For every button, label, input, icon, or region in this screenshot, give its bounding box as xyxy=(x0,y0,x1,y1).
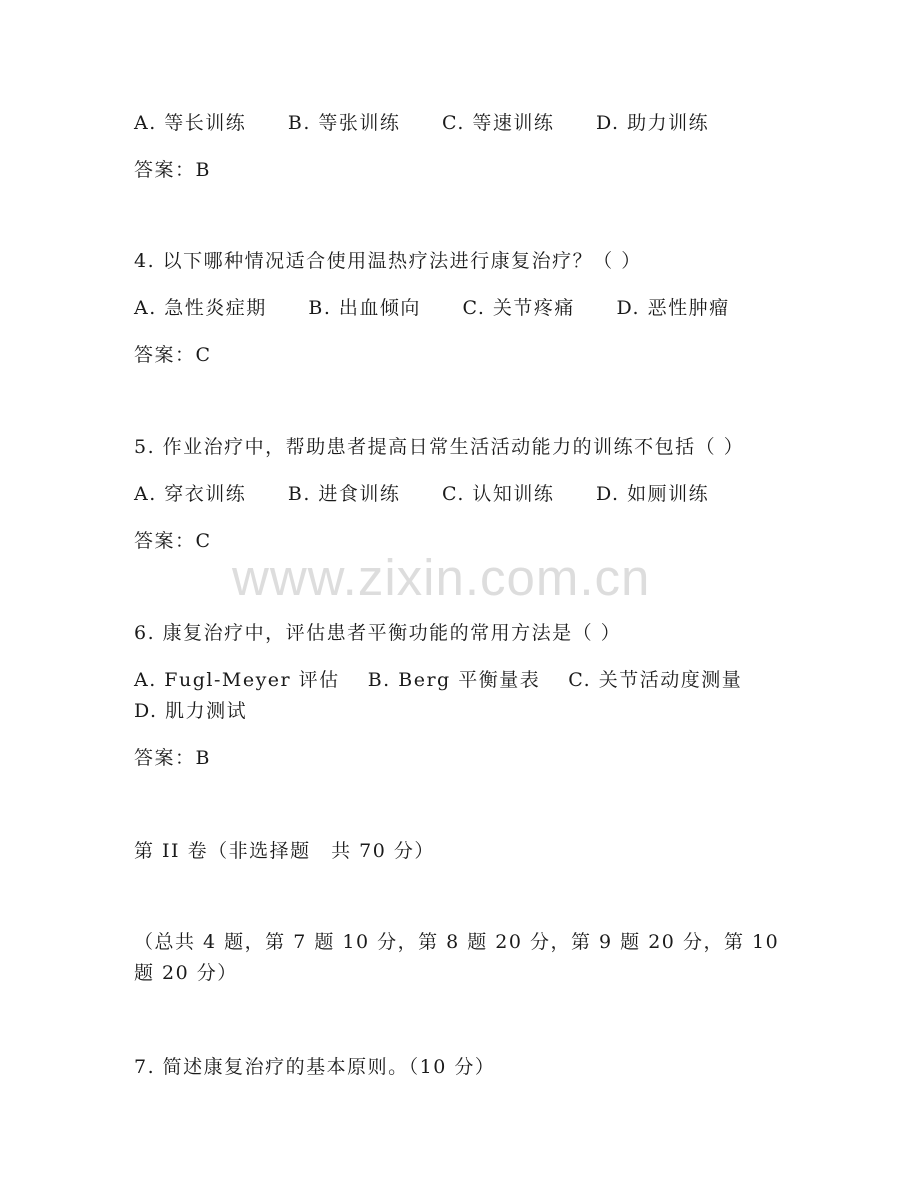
q6-answer: 答案：B xyxy=(134,747,211,769)
q4-question: 4. 以下哪种情况适合使用温热疗法进行康复治疗？（ ） xyxy=(134,250,642,272)
q4-option-c: C. 关节疼痛 xyxy=(462,297,575,319)
q5-option-c: C. 认知训练 xyxy=(441,483,555,505)
q6-question: 6. 康复治疗中，评估患者平衡功能的常用方法是（ ） xyxy=(134,622,622,644)
q5-option-a: A. 穿衣训练 xyxy=(134,483,247,505)
q6-options: A. Fugl-Meyer 评估 B. Berg 平衡量表 C. 关节活动度测量 D. 肌力测试 xyxy=(134,669,771,722)
q4-options xyxy=(134,293,730,323)
q5-option-b: B. 进食训练 xyxy=(287,483,401,505)
q3-options xyxy=(134,108,709,138)
q5-options xyxy=(134,479,709,509)
section-2-title: 第 II 卷（非选择题 共 70 分） xyxy=(134,840,435,862)
q3-option-a: A. 等长训练 xyxy=(134,112,247,134)
q5-option-d: D. 如厕训练 xyxy=(595,483,710,505)
q3-option-b: B. 等张训练 xyxy=(287,112,401,134)
q5-question: 5. 作业治疗中，帮助患者提高日常生活活动能力的训练不包括（ ） xyxy=(134,436,745,458)
q3-option-d: D. 助力训练 xyxy=(595,112,710,134)
watermark-text: www.zixin.com.cn xyxy=(232,549,651,606)
q4-answer: 答案：C xyxy=(134,344,212,366)
q3-option-c: C. 等速训练 xyxy=(441,112,555,134)
q4-option-d: D. 恶性肿瘤 xyxy=(616,297,730,319)
q5-answer: 答案：C xyxy=(134,530,212,552)
q3-answer: 答案：B xyxy=(134,159,211,181)
q4-option-a: A. 急性炎症期 xyxy=(134,297,267,319)
section-2-note: （总共 4 题，第 7 题 10 分，第 8 题 20 分，第 9 题 20 分，第 10 题 20 分） xyxy=(134,931,780,984)
q7-question: 7. 简述康复治疗的基本原则。（10 分） xyxy=(134,1056,496,1078)
q4-option-b: B. 出血倾向 xyxy=(308,297,421,319)
